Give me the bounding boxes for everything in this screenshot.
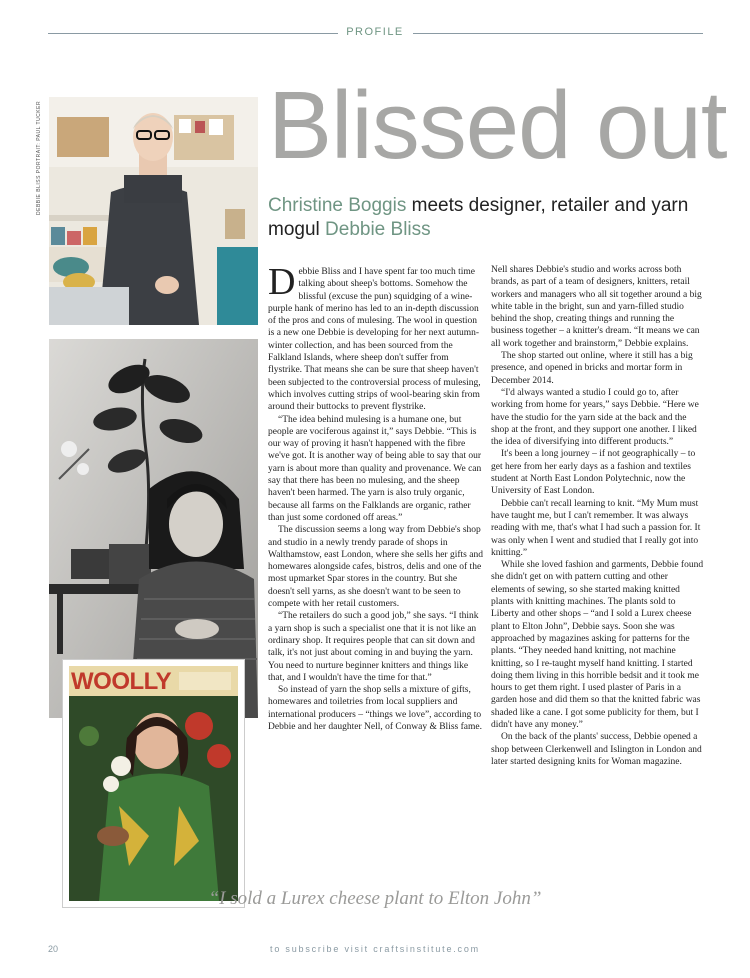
article-column-2	[491, 264, 704, 768]
paragraph: “I'd always wanted a studio I could go to, after working from home for years,” says Debbie. “Here we have the studio for the yarn side at the back and the shop at the front, and they support one another. I liked the idea of diversifying into different products.”	[491, 387, 699, 448]
paragraph: Debbie can't recall learning to knit. “My Mum must have taught me, but I can't remember. It was always reading with me, that's what I had such a passion for. It was only when I went and studied that I really got into knitting.”	[491, 498, 701, 558]
paragraph: While she loved fashion and garments, Debbie found she didn't get on with pattern cutting and other elements of sewing, so she started making knitted plants with knitting machines. The plants sold to Liberty and other shops – “and I sold a Lurex cheese plant to Elton John”, Debbie says. Soon she was approached by magazines asking for patterns for the plants. “They needed hand knitting, not machine knitting, so I re-taught myself hand knitting. I started doing them living in this horrible bedsit and it took me hours to get them right. I used plaster of Paris in a garden hose and did them so that the knitted fabric was shaded like a cane. I got some publicity for them, but I didn't have any money.”	[491, 560, 704, 730]
page-number: 20	[48, 944, 59, 954]
clipping-image	[69, 666, 238, 901]
subscribe-footer: to subscribe visit craftsinstitute.com	[270, 944, 480, 954]
paragraph: “The idea behind mulesing is a humane one, but people are vociferous against it,” says Debbie. “This is our way of proving it hasn't happened with the fibre we've got. It is another way of being able to say that our yarn is about more than quality and provenance. We can say that there has been no mulesing, and the sheep haven't been harmed. The yarn is also truly organic, because all farms on the Falklands are organic, rather than just some cordoned off areas.”	[268, 414, 482, 523]
clipping-title: WOOLLY	[71, 668, 172, 695]
paragraph: So instead of yarn the shop sells a mixture of gifts, homewares and toiletries from local suppliers and international producers – “things we love”, according to Debbie and her daughter Nell, of Conway & Bliss fame.	[268, 685, 482, 732]
portrait-photo	[49, 97, 258, 325]
paragraph: The shop started out online, where it still has a big presence, and opened in bricks and mortar form in December 2014.	[491, 351, 693, 386]
clipping-image-frame	[69, 666, 238, 901]
standfirst	[268, 194, 708, 242]
magazine-clipping	[63, 660, 244, 907]
section-label: PROFILE	[346, 26, 404, 38]
paragraph: “The retailers do such a good job,” she says. “I think a yarn shop is such a specialist one that it is not like an ordinary shop. It requires people that can sit down and talk, it's not just about coming in and buying the yarn. You need to nurture beginner knitters and things like that, and I wouldn't have the time for that.”	[268, 611, 479, 683]
paragraph: Nell shares Debbie's studio and works across both brands, as part of a team of designers, knitters, retail workers and managers who all sit together around a big white table in the bright, sun and yarn-filled studio behind the shop, creating things and running the business together – a knitter's dream. “It means we can all work together and brainstorm,” Debbie explains.	[491, 265, 702, 349]
author-name: Christine Boggis	[268, 195, 407, 216]
paragraph: It's been a long journey – if not geographically – to get here from her early days as a fashion and textiles student at North East London Polytechnic, now the University of East London.	[491, 449, 696, 497]
paragraph: On the back of the plants' success, Debbie opened a shop between Clerkenwell and Islington in London and later started designing knits for Woman magazine.	[491, 732, 702, 767]
article-column-1	[268, 261, 483, 733]
drop-cap: D	[268, 261, 296, 303]
paragraph	[268, 261, 483, 414]
photo-credit: DEBBIE BLISS PORTRAIT: PAUL TUCKER	[36, 100, 42, 215]
portrait-image	[49, 97, 258, 325]
subject-name: Debbie Bliss	[325, 219, 431, 240]
pull-quote: “I sold a Lurex cheese plant to Elton John”	[208, 888, 542, 909]
paragraph: The discussion seems a long way from Debbie's shop and studio in a newly trendy parade of shops in Walthamstow, east London, where she sells her gifts and homewares alongside cafes, bistros, delis and one of the most upmarket Spar stores in the country. But she doesn't sell yarns, as she doesn't want to be seen to compete with her retail customers.	[268, 525, 483, 610]
standfirst-text: meets designer, retailer and yarn mogul	[268, 195, 689, 240]
headline: Blissed out	[268, 72, 727, 179]
paragraph-text: ebbie Bliss and I have spent far too much time talking about sheep's bottoms. Somehow the blissful (excuse the pun) squidging of a wine-purple hank of merino has led to an in-depth discussion of the pros and cons of mulesing. The wool in question is a new one Debbie is developing for her next autumn-winter collection, and has been sourced from the Falkland Islands, where sheep don't suffer from flystrike. That means she can be sure that sheep haven't been subjected to the controversial process of mulesing, which involves cutting strips of wool-bearing skin from around their buttocks to prevent flystrike.	[268, 267, 481, 413]
